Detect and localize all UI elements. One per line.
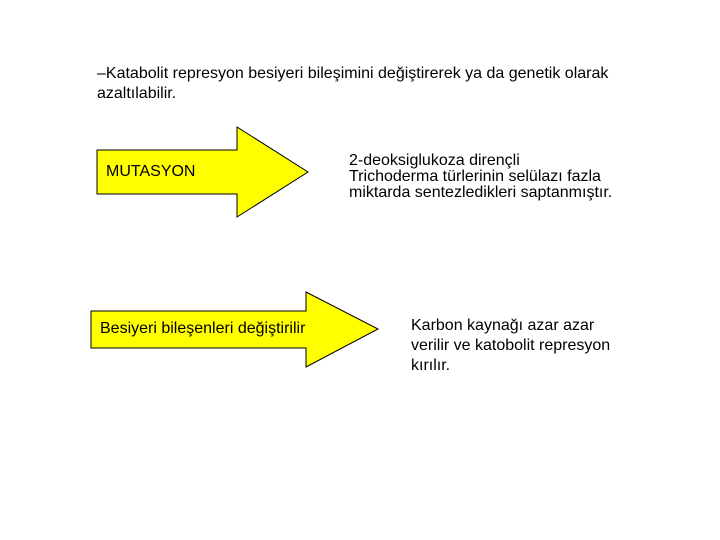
note-line: 2-deoksiglukoza dirençli <box>349 152 520 169</box>
medium-arrow <box>90 291 380 368</box>
medium-result-note <box>411 316 651 376</box>
note-line: Trichoderma türlerinin selülazı fazla <box>349 168 601 185</box>
note-line: miktarda sentezledikleri saptanmıştır. <box>349 184 613 201</box>
note-line: verilir ve katobolit represyon <box>411 337 611 354</box>
mutation-arrow <box>96 126 310 218</box>
note-line: kırılır. <box>411 357 451 374</box>
medium-arrow-label: Besiyeri bileşenleri değiştirilir <box>100 320 306 337</box>
mutation-result-note <box>349 153 669 201</box>
note-line: Karbon kaynağı azar azar <box>411 317 595 334</box>
mutation-arrow-label: MUTASYON <box>106 163 196 180</box>
intro-text: –Katabolit represyon besiyeri bileşimini değiştirerek ya da genetik olarak azaltılabilir. <box>97 65 609 102</box>
